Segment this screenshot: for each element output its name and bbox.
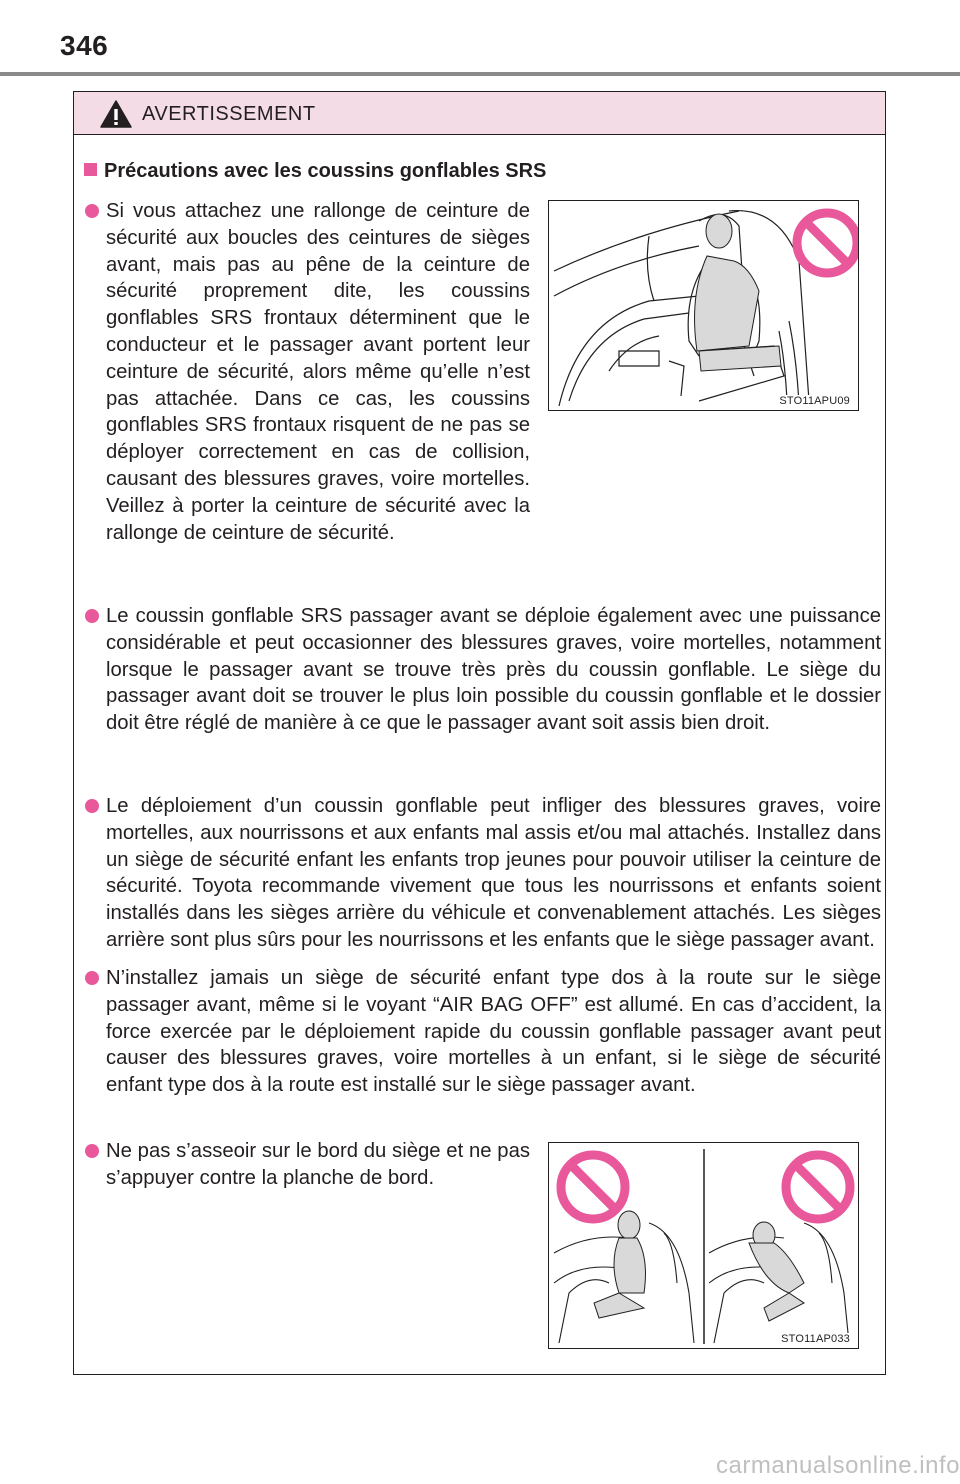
seating-posture-illustration [548, 1142, 859, 1349]
warning-box [73, 91, 886, 1375]
figure-code: STO11APU09 [779, 395, 850, 407]
leaning-passenger-drawing [549, 1143, 859, 1349]
watermark: carmanualsonline.info [716, 1452, 960, 1479]
bullet-item [106, 965, 881, 1099]
warning-title: AVERTISSEMENT [142, 103, 316, 125]
bullet-dot-icon [85, 971, 99, 985]
bullet-dot-icon [85, 1144, 99, 1158]
figure-code: STO11AP033 [781, 1333, 850, 1345]
header-rule [0, 72, 960, 76]
bullet-text: N’installez jamais un siège de sécurité enfant type dos à la route sur le siège passager avant, même si le voyant “AIR BAG OFF” est allumé. En cas d’accident, la force exercée par le déploiement rapide du coussin gonflable passager avant peut causer des blessures graves, voire mortelles à un enfant, si le siège de sécurité enfant type dos à la route est installé sur le siège passager avant. [106, 967, 881, 1097]
page-number: 346 [60, 30, 109, 61]
seated-driver-drawing [549, 201, 859, 411]
bullet-item [106, 198, 530, 546]
seatbelt-extender-illustration [548, 200, 859, 411]
bullet-text: Le déploiement d’un coussin gonflable peut infliger des blessures graves, voire mortelles, aux nourrissons et aux enfants mal assis et/ou mal attachés. Installez dans un siège de sécurité enfant les enfants trop jeunes pour pouvoir utiliser la ceinture de sécurité. Toyota recommande vivement que tous les nourrissons et enfants soient installés dans les sièges arrière du véhicule et convenablement attachés. Les sièges arrière sont plus sûrs pour les nourrissons et les enfants que le siège passager avant. [106, 795, 881, 951]
bullet-dot-icon [85, 204, 99, 218]
bullet-item [106, 793, 881, 954]
bullet-item [106, 1138, 530, 1192]
square-bullet-icon [84, 163, 97, 176]
warning-triangle-icon [100, 100, 132, 128]
bullet-text: Si vous attachez une rallonge de ceinture de sécurité aux boucles des ceintures de sièges avant, mais pas au pêne de la ceinture de sécurité proprement dite, les coussins gonflables SRS frontaux déterminent que le conducteur et le passager avant portent leur ceinture de sécurité, alors même qu’elle n’est pas attachée. Dans ce cas, les coussins gonflables SRS frontaux risquent de ne pas se déployer correctement en cas de collision, causant des blessures graves, voire mortelles. Veillez à porter la ceinture de sécurité avec la rallonge de ceinture de sécurité. [106, 200, 530, 544]
section-heading [84, 160, 546, 183]
bullet-item [106, 603, 881, 737]
warning-header [74, 92, 885, 135]
bullet-dot-icon [85, 799, 99, 813]
section-heading-text: Précautions avec les coussins gonflables SRS [104, 160, 547, 182]
bullet-dot-icon [85, 609, 99, 623]
bullet-text: Ne pas s’asseoir sur le bord du siège et ne pas s’appuyer contre la planche de bord. [106, 1140, 530, 1189]
bullet-text: Le coussin gonflable SRS passager avant se déploie également avec une puissance considérable et peut occasionner des blessures graves, voire mortelles, notamment lorsque le passager avant se trouve très près du coussin gonflable. Le siège du passager avant doit se trouver le plus loin possible du coussin gonflable et le dossier doit être réglé de manière à ce que le passager avant soit assis bien droit. [106, 605, 881, 735]
